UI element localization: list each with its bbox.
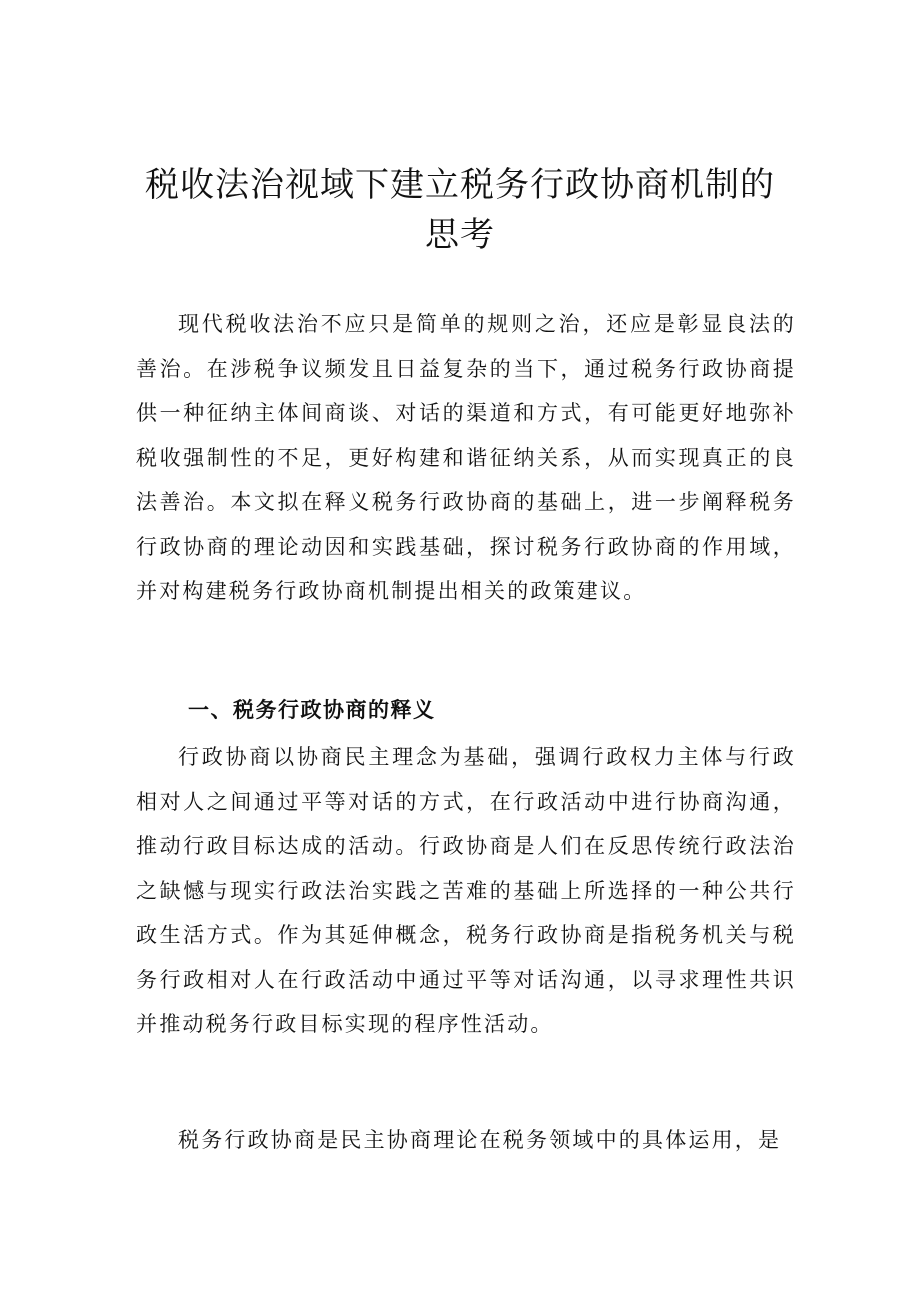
document-title-line1: 税收法治视域下建立税务行政协商机制的 (145, 165, 775, 205)
section1-paragraph: 行政协商以协商民主理念为基础，强调行政权力主体与行政相对人之间通过平等对话的方式，在行政活动中进行协商沟通，推动行政目标达成的活动。行政协商是人们在反思传统行政法治之缺憾与现实行政法治实践之苦难的基础上所选择的一种公共行政生活方式。作为其延伸概念，税务行政协商是指税务机关与税务行政相对人在行政活动中通过平等对话沟通，以寻求理性共识并推动税务行政目标实现的程序性活动。 (136, 745, 796, 1036)
section1-paragraph-2: 税务行政协商是民主协商理论在税务领域中的具体运用，是 (178, 1128, 782, 1152)
intro-paragraph: 现代税收法治不应只是简单的规则之治，还应是彰显良法的善治。在涉税争议频发且日益复杂的当下，通过税务行政协商提供一种征纳主体间商谈、对话的渠道和方式，有可能更好地弥补税收强制性的不足，更好构建和谐征纳关系，从而实现真正的良法善治。本文拟在释义税务行政协商的基础上，进一步阐释税务行政协商的理论动因和实践基础，探讨税务行政协商的作用域，并对构建税务行政协商机制提出相关的政策建议。 (136, 312, 796, 603)
document-title-line2: 思考 (425, 215, 495, 255)
section-heading-1: 一、税务行政协商的释义 (188, 698, 436, 722)
